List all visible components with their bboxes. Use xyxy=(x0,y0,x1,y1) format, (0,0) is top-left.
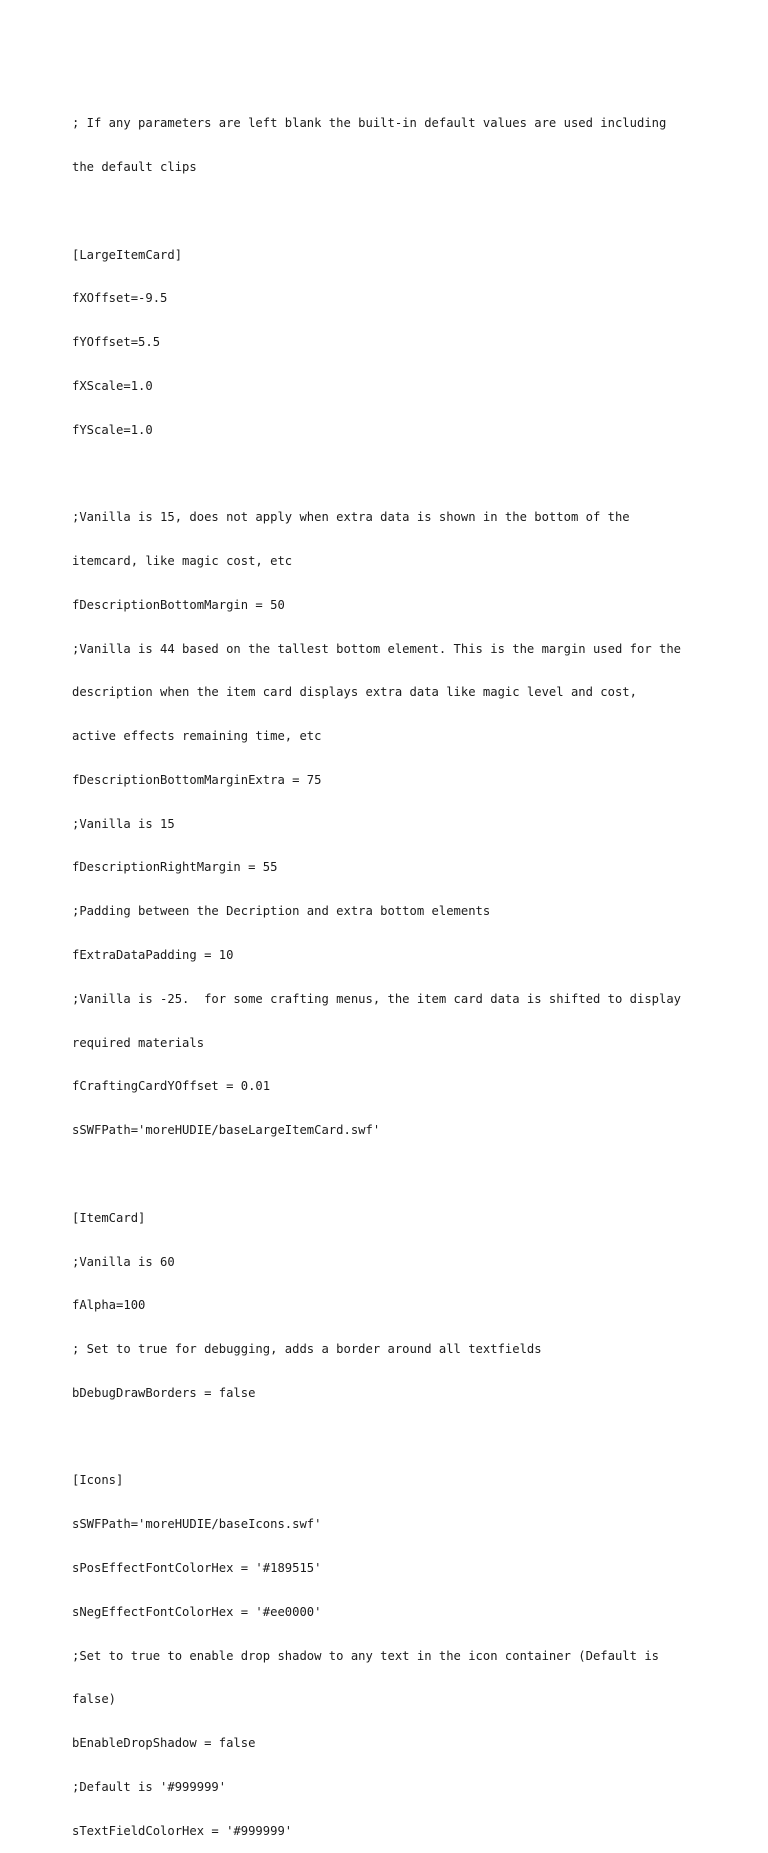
blank-line xyxy=(72,204,712,219)
setting-line: fXScale=1.0 xyxy=(72,378,153,393)
comment-line: the default clips xyxy=(72,159,197,174)
setting-line: sSWFPath='moreHUDIE/baseIcons.swf' xyxy=(72,1517,322,1532)
blank-line xyxy=(72,466,712,481)
setting-line: bDebugDrawBorders = false xyxy=(72,1385,256,1400)
setting-line: bEnableDropShadow = false xyxy=(72,1736,256,1751)
comment-line: ;Vanilla is 15, does not apply when extra data is shown in the bottom of the xyxy=(72,510,630,525)
section-header-itemcard: [ItemCard] xyxy=(72,1210,146,1225)
setting-line: fDescriptionBottomMarginExtra = 75 xyxy=(72,772,322,787)
blank-line xyxy=(72,1167,712,1182)
comment-line: ; Set to true for debugging, adds a border around all textfields xyxy=(72,1342,542,1357)
comment-line: required materials xyxy=(72,1035,205,1050)
setting-line: fXOffset=-9.5 xyxy=(72,291,168,306)
setting-line: fAlpha=100 xyxy=(72,1298,146,1313)
setting-line: sSWFPath='moreHUDIE/baseLargeItemCard.swf' xyxy=(72,1123,381,1138)
comment-line: ;Vanilla is 15 xyxy=(72,816,175,831)
comment-line: ;Default is '#999999' xyxy=(72,1779,227,1794)
comment-line: itemcard, like magic cost, etc xyxy=(72,554,293,568)
setting-line: fYOffset=5.5 xyxy=(72,335,161,350)
comment-line: false) xyxy=(72,1692,117,1707)
section-header-icons: [Icons] xyxy=(72,1473,124,1488)
setting-line: fDescriptionRightMargin = 55 xyxy=(72,860,278,875)
setting-line: sPosEffectFontColorHex = '#189515' xyxy=(72,1560,322,1575)
comment-line: ;Padding between the Decription and extra bottom elements xyxy=(72,904,491,919)
comment-line: description when the item card displays extra data like magic level and cost, xyxy=(72,685,637,700)
comment-line: ; If any parameters are left blank the built-in default values are used including xyxy=(72,116,667,131)
comment-line: ;Set to true to enable drop shadow to any text in the icon container (Default is xyxy=(72,1648,659,1663)
setting-line: fDescriptionBottomMargin = 50 xyxy=(72,597,285,612)
setting-line: sTextFieldColorHex = '#999999' xyxy=(72,1823,293,1838)
comment-line: ;Vanilla is 44 based on the tallest bottom element. This is the margin used for the xyxy=(72,641,682,656)
comment-line: ;Vanilla is 60 xyxy=(72,1254,175,1269)
setting-line: sNegEffectFontColorHex = '#ee0000' xyxy=(72,1604,322,1619)
comment-line: active effects remaining time, etc xyxy=(72,729,322,744)
setting-line: fExtraDataPadding = 10 xyxy=(72,948,234,963)
setting-line: fCraftingCardYOffset = 0.01 xyxy=(72,1079,271,1094)
setting-line: fYScale=1.0 xyxy=(72,422,153,437)
comment-line: ;Vanilla is -25. for some crafting menus, the item card data is shifted to display xyxy=(72,991,682,1006)
blank-line xyxy=(72,1430,712,1445)
section-header-largeitemcard: [LargeItemCard] xyxy=(72,247,183,262)
ini-document-text xyxy=(72,87,712,1853)
